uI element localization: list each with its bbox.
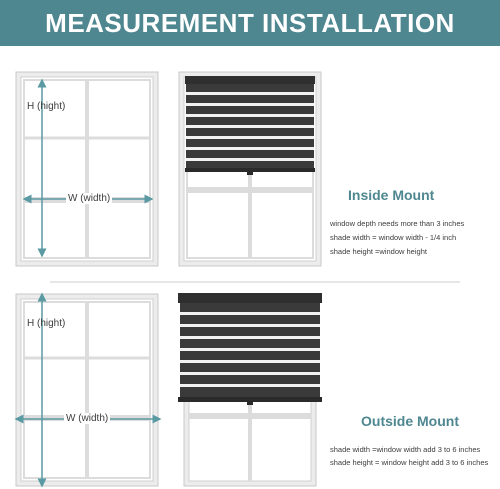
width-label: W (width) bbox=[68, 193, 111, 204]
outside-note: shade width =window width add 3 to 6 inches bbox=[330, 445, 481, 454]
window-inside-shade bbox=[179, 72, 321, 266]
inside-mount-title: Inside Mount bbox=[348, 187, 435, 203]
shade-bottom-rail bbox=[178, 397, 322, 402]
inside-note: window depth needs more than 3 inches bbox=[330, 219, 465, 228]
shade-cassette bbox=[178, 293, 322, 303]
page-title: MEASUREMENT INSTALLATION bbox=[45, 8, 455, 38]
window-outside-shade bbox=[178, 293, 322, 486]
shade-cassette bbox=[185, 76, 315, 84]
header-banner bbox=[0, 0, 500, 46]
outside-mount-title: Outside Mount bbox=[361, 413, 459, 429]
inside-note: shade height =window height bbox=[330, 247, 427, 256]
width-label: W (width) bbox=[66, 413, 109, 424]
shade-bottom-rail bbox=[185, 168, 315, 172]
outside-note: shade height = window height add 3 to 6 inches bbox=[330, 458, 489, 467]
height-label: H (hight) bbox=[27, 101, 66, 112]
inside-note: shade width = window width - 1/4 inch bbox=[330, 233, 457, 242]
height-label: H (hight) bbox=[27, 318, 66, 329]
